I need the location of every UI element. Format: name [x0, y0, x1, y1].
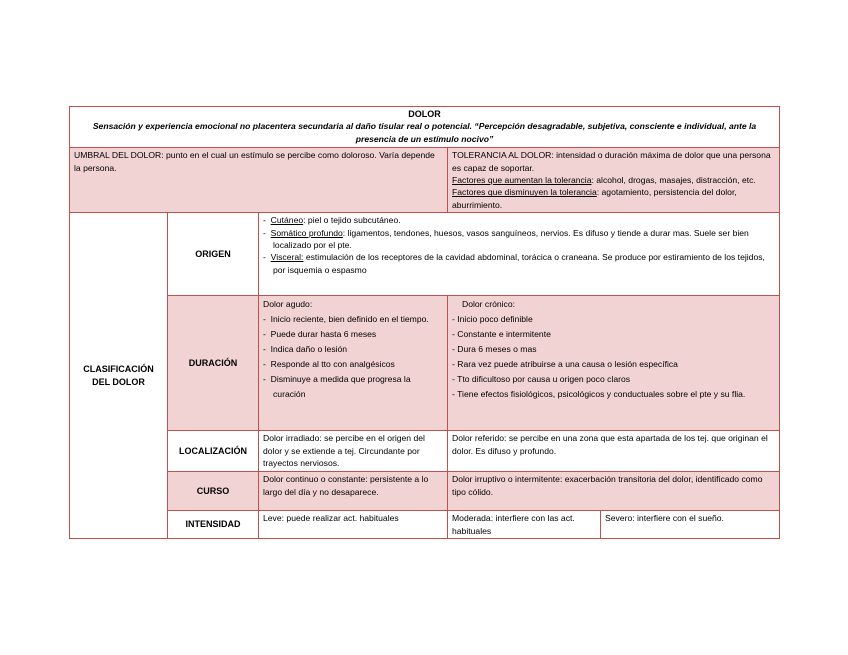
disminuyen-label: Factores que disminuyen la tolerancia	[452, 187, 597, 198]
clasificacion-label: CLASIFICACIÓN DEL DOLOR	[70, 213, 168, 539]
list-item: - Dura 6 meses o mas	[452, 342, 775, 357]
list-item: - Puede durar hasta 6 meses	[263, 327, 443, 342]
irradiado-text: Dolor irradiado: se percibe en el origen del dolor y se extiende a tej. Circundante por trayectos nerviosos.	[259, 431, 448, 472]
list-item: - Responde al tto con analgésicos	[263, 357, 443, 372]
localizacion-row	[70, 431, 780, 472]
page-title: DOLOR	[408, 109, 441, 119]
list-item: - Disminuye a medida que progresa la curación	[263, 372, 443, 402]
severo-text: Severo: interfiere con el sueño.	[601, 511, 780, 539]
aumentan-label: Factores que aumentan la tolerancia	[452, 175, 592, 186]
duracion-label: DURACIÓN	[168, 296, 259, 431]
umbral-label: UMBRAL DEL DOLOR:	[74, 150, 164, 161]
list-item: - Tto dificultoso por causa u origen poco claros	[452, 372, 775, 387]
curso-row	[70, 472, 780, 511]
cronico-list	[452, 312, 775, 402]
list-item: - Indica daño o lesión	[263, 342, 443, 357]
origen-content	[259, 213, 780, 296]
origen-term-2: Visceral:	[270, 252, 304, 263]
origen-label: ORIGEN	[168, 213, 259, 296]
list-item: - Tiene efectos fisiológicos, psicológicos y conductuales sobre el pte y su flia.	[452, 387, 775, 402]
pain-summary-table	[69, 106, 780, 539]
referido-text: Dolor referido: se percibe en una zona que esta apartada de los tej. que originan el dolor. Es difuso y profundo.	[448, 431, 780, 472]
intensidad-label: INTENSIDAD	[168, 511, 259, 539]
curso-label: CURSO	[168, 472, 259, 511]
origen-term-1: Somático profundo	[270, 227, 343, 238]
origen-term-0: Cutáneo	[270, 215, 304, 226]
moderada-text: Moderada: interfiere con las act. habituales	[448, 511, 601, 539]
intensidad-row	[70, 511, 780, 539]
list-item	[263, 214, 775, 226]
cronico-title: Dolor crónico:	[462, 299, 516, 310]
title-row	[70, 107, 780, 148]
disminuyen-text: : agotamiento, persistencia del dolor, aburrimiento.	[452, 187, 737, 210]
list-item: - Inicio poco definible	[452, 312, 775, 327]
continuo-text: Dolor continuo o constante: persistente a lo largo del día y no desaparece.	[259, 472, 448, 511]
origen-list	[263, 214, 775, 276]
pain-definition: Sensación y experiencia emocional no placentera secundaria al daño tisular real o potencial. “Percepción desagradable, subjetiva, consciente e individual, ante la presencia de un estímulo nocivo”	[92, 121, 757, 144]
title-cell	[70, 107, 780, 148]
threshold-row	[70, 148, 780, 213]
leve-text: Leve: puede realizar act. habituales	[259, 511, 448, 539]
list-item: - Inicio reciente, bien definido en el tiempo.	[263, 312, 443, 327]
agudo-cell	[259, 296, 448, 431]
origen-text-0: : piel o tejido subcutáneo.	[303, 215, 401, 226]
origen-text-1: : ligamentos, tendones, huesos, vasos sanguíneos, nervios. Es difuso y tiende a durar mas. Suele ser bien localizado por el pte.	[273, 227, 749, 251]
umbral-cell	[70, 148, 448, 213]
agudo-title: Dolor agudo:	[263, 299, 313, 310]
origen-text-2: estimulación de los receptores de la cavidad abdominal, torácica o craneana. Se produce por estiramiento de los tejidos, por isquemia o espasmo	[273, 252, 765, 275]
tolerancia-cell	[448, 148, 780, 213]
list-item: - Rara vez puede atribuirse a una causa o lesión específica	[452, 357, 775, 372]
irruptivo-text: Dolor irruptivo o intermitente: exacerbación transitoria del dolor, identificado como tipo cólido.	[448, 472, 780, 511]
duracion-row	[70, 296, 780, 431]
list-item	[263, 227, 775, 252]
tolerancia-text: intensidad o duración máxima de dolor que una persona es capaz de soportar.	[452, 150, 771, 173]
umbral-text: punto en el cual un estímulo se percibe como doloroso. Varía depende la persona.	[74, 150, 435, 173]
list-item	[263, 251, 775, 276]
cronico-cell	[448, 296, 780, 431]
list-item: - Constante e intermitente	[452, 327, 775, 342]
origen-row	[70, 213, 780, 296]
aumentan-text: : alcohol, drogas, masajes, distracción, etc.	[591, 175, 756, 186]
localizacion-label: LOCALIZACIÓN	[168, 431, 259, 472]
tolerancia-label: TOLERANCIA AL DOLOR:	[452, 150, 554, 161]
agudo-list	[263, 312, 443, 402]
